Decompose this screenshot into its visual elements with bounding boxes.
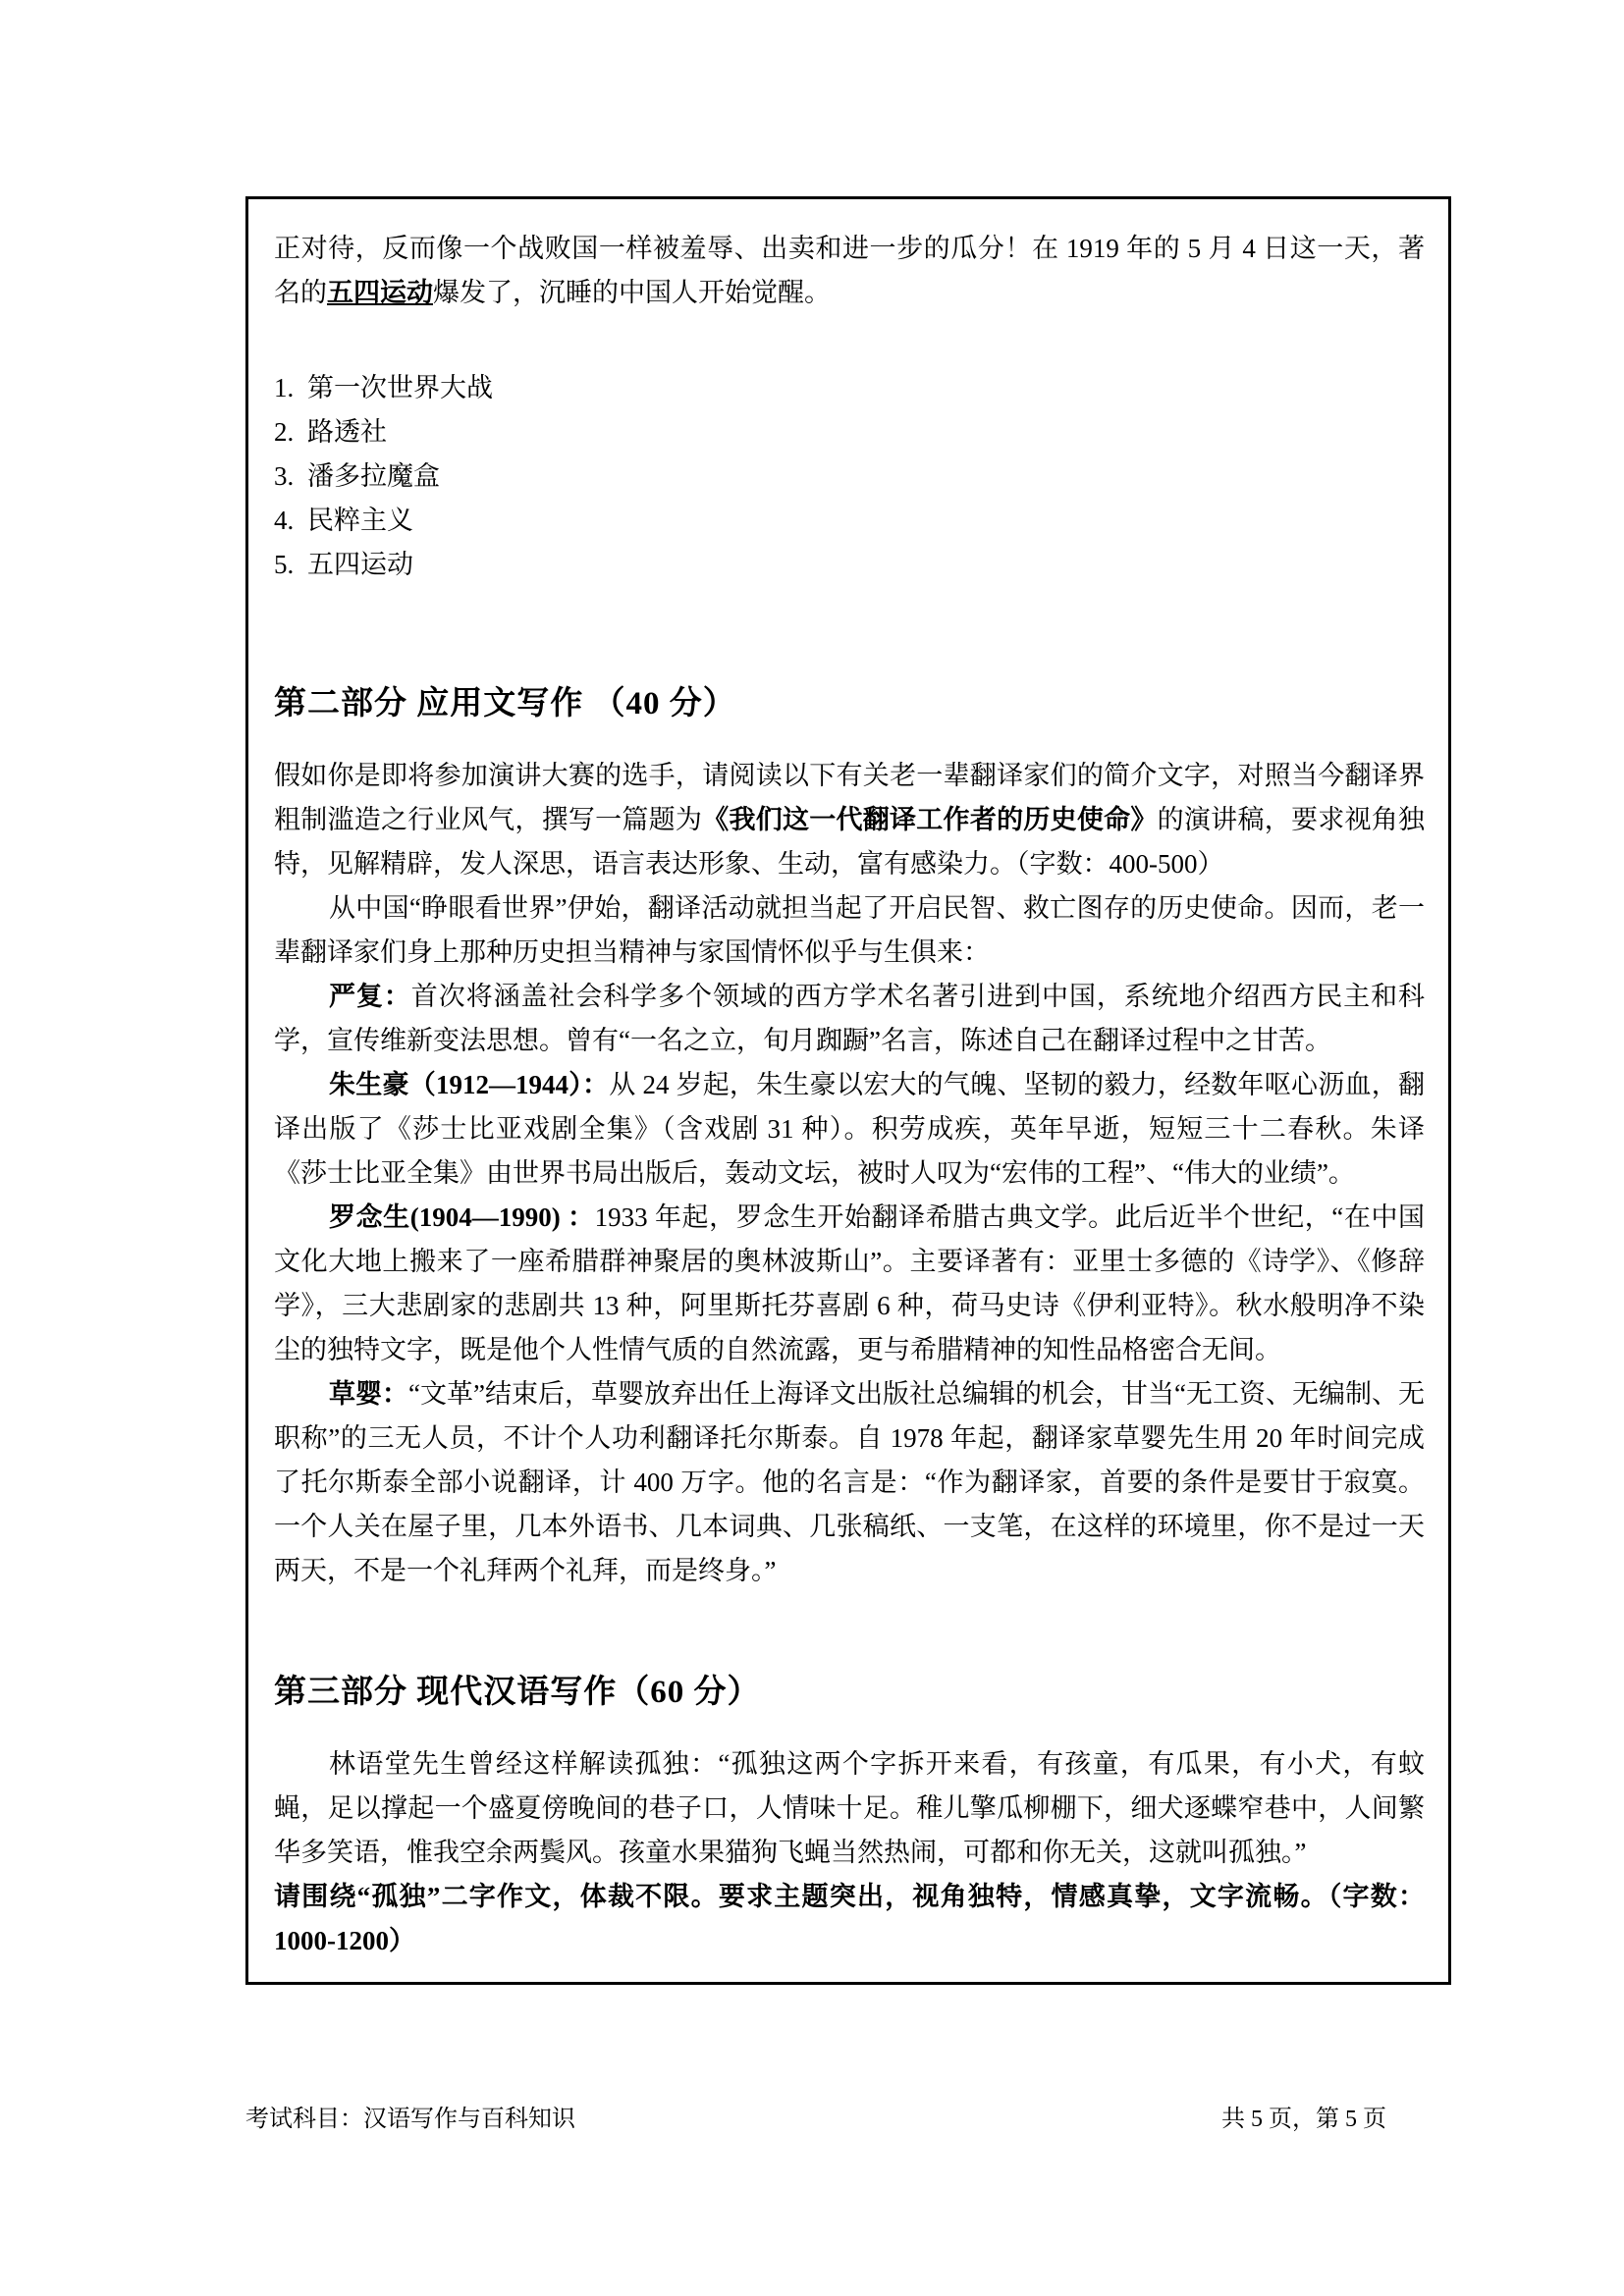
content-inner [274, 227, 1425, 1963]
translator-body: 首次将涵盖社会科学多个领域的西方学术名著引进到中国，系统地介绍西方民主和科学，宣传维新变法思想。曾有“一名之立，旬月踟蹰”名言，陈述自己在翻译过程中之甘苦。 [274, 982, 1426, 1055]
carryover-line-2-suffix: 爆发了，沉睡的中国人开始觉醒。 [433, 278, 831, 307]
translator-name-suffix: （1912—1944）： [408, 1070, 610, 1099]
spacer-after-part-three-heading [274, 1715, 1425, 1742]
answer-label: 潘多拉魔盒 [307, 461, 440, 491]
translator-name: 严复 [329, 982, 384, 1011]
part-three-heading: 第三部分 现代汉语写作（60 分） [274, 1675, 761, 1710]
translator-yanfu-paragraph [274, 975, 1425, 1063]
answer-number: 4. [274, 506, 295, 535]
prompt-before-title: 假如你是即将参加演讲大赛的选手，请阅读以下有关老一辈翻译家们的简介文字，对照当今翻译界粗制滥造之行业风气，撰写一篇题为 [274, 761, 1425, 834]
spacer-before-part-three [274, 1593, 1425, 1670]
spacer-after-carryover [274, 315, 1425, 366]
spacer-after-part-two-heading [274, 726, 1425, 754]
answer-number: 3. [274, 461, 295, 491]
footer-page-label: 共 5 页，第 5 页 [1221, 2107, 1386, 2132]
part-two-heading: 第二部分 应用文写作 （40 分） [274, 686, 736, 721]
list-item [274, 499, 1425, 543]
spacer-before-part-two [274, 587, 1425, 681]
may-fourth-movement-underlined: 五四运动 [327, 278, 433, 307]
part-three-instruction: 请围绕“孤独”二字作文，体裁不限。要求主题突出，视角独特，情感真挚，文字流畅。（字数：1000-1200） [274, 1882, 1425, 1955]
footer-subject-label: 考试科目：汉语写作与百科知识 [245, 2107, 575, 2132]
translator-name: 朱生豪 [329, 1070, 409, 1099]
carryover-line-2-prefix: 著名的 [274, 234, 1425, 307]
translator-body: “文革”结束后，草婴放弃出任上海译文出版社总编辑的机会，甘当“无工资、无编制、无职称”的三无人员，不计个人功利翻译托尔斯泰。自 1978 年起，翻译家草婴先生用 20 年时间完成了托尔斯泰全部小说翻译，计 400 万字。他的名言是：“作为翻译家，首要的条件是要甘于寂寞。一个人关在屋子里，几本外语书、几本词典、几张稿纸、一支笔，在这样的环境里，你不是过一天两天，不是一个礼拜两个礼拜，而是终身。” [274, 1379, 1426, 1585]
answer-label: 民粹主义 [307, 506, 413, 535]
list-item [274, 454, 1425, 499]
translator-body: 1933 年起，罗念生开始翻译希腊古典文学。此后近半个世纪，“在中国文化大地上搬来了一座希腊群神聚居的奥林波斯山”。主要译著有：亚里士多德的《诗学》、《修辞学》，三大悲剧家的悲剧共 13 种，阿里斯托芬喜剧 6 种，荷马史诗《伊利亚特》。秋水般明净不染尘的独特文字，既是他个人性情气质的自然流露，更与希腊精神的知性品格密合无间。 [274, 1202, 1426, 1364]
translator-luoniansheng-paragraph [274, 1196, 1425, 1372]
part-two-intro-paragraph: 从中国“睁眼看世界”伊始，翻译活动就担当起了开启民智、救亡图存的历史使命。因而，老一辈翻译家们身上那种历史担当精神与家国情怀似乎与生俱来： [274, 893, 1425, 967]
part-three-quote-paragraph: 林语堂先生曾经这样解读孤独：“孤独这两个字拆开来看，有孩童，有瓜果，有小犬，有蚊蝇，足以撑起一个盛夏傍晚间的巷子口，人情味十足。稚儿擎瓜柳棚下，细犬逐蝶窄巷中，人间繁华多笑语，惟我空余两鬓风。孩童水果猫狗飞蝇当然热闹，可都和你无关，这就叫孤独。” [274, 1749, 1425, 1867]
exam-content-box [245, 196, 1451, 1985]
answer-label: 路透社 [307, 417, 387, 447]
answer-label: 第一次世界大战 [307, 373, 493, 402]
answer-label: 五四运动 [307, 550, 413, 579]
list-item [274, 410, 1425, 454]
speech-title: 《我们这一代翻译工作者的历史使命》 [702, 805, 1158, 834]
page-footer [245, 2103, 1451, 2136]
answer-list [274, 366, 1425, 587]
translator-name-suffix: ： [383, 982, 411, 1011]
answer-number: 1. [274, 373, 295, 402]
answer-number: 5. [274, 550, 295, 579]
list-item [274, 366, 1425, 410]
translator-body: 从 24 岁起，朱生豪以宏大的气魄、坚韧的毅力，经数年呕心沥血，翻译出版了《莎士比亚戏剧全集》（含戏剧 31 种）。积劳成疾，英年早逝，短短三十二春秋。朱译《莎士比亚全集》由世界书局出版后，轰动文坛，被时人叹为“宏伟的工程”、“伟大的业绩”。 [274, 1070, 1426, 1188]
list-item [274, 543, 1425, 587]
translator-name-suffix: ： [382, 1379, 409, 1409]
translator-name: 罗念生 [329, 1202, 410, 1232]
part-two-prompt [274, 754, 1425, 886]
translator-name-suffix: (1904—1990) ： [409, 1202, 595, 1232]
carryover-line-1: 正对待，反而像一个战败国一样被羞辱、出卖和进一步的瓜分！在 1919 年的 5 月 4 日这一天， [274, 234, 1398, 263]
answer-number: 2. [274, 417, 295, 447]
carryover-paragraph [274, 227, 1425, 315]
prompt-after-title: 的演讲稿，要求视角独特，见解精辟，发人深思，语言表达形象、生动，富有感染力。（字数：400-500） [274, 805, 1426, 879]
translator-zhushenghao-paragraph [274, 1063, 1425, 1196]
translator-caoying-paragraph [274, 1372, 1425, 1593]
translator-name: 草婴 [329, 1379, 383, 1409]
